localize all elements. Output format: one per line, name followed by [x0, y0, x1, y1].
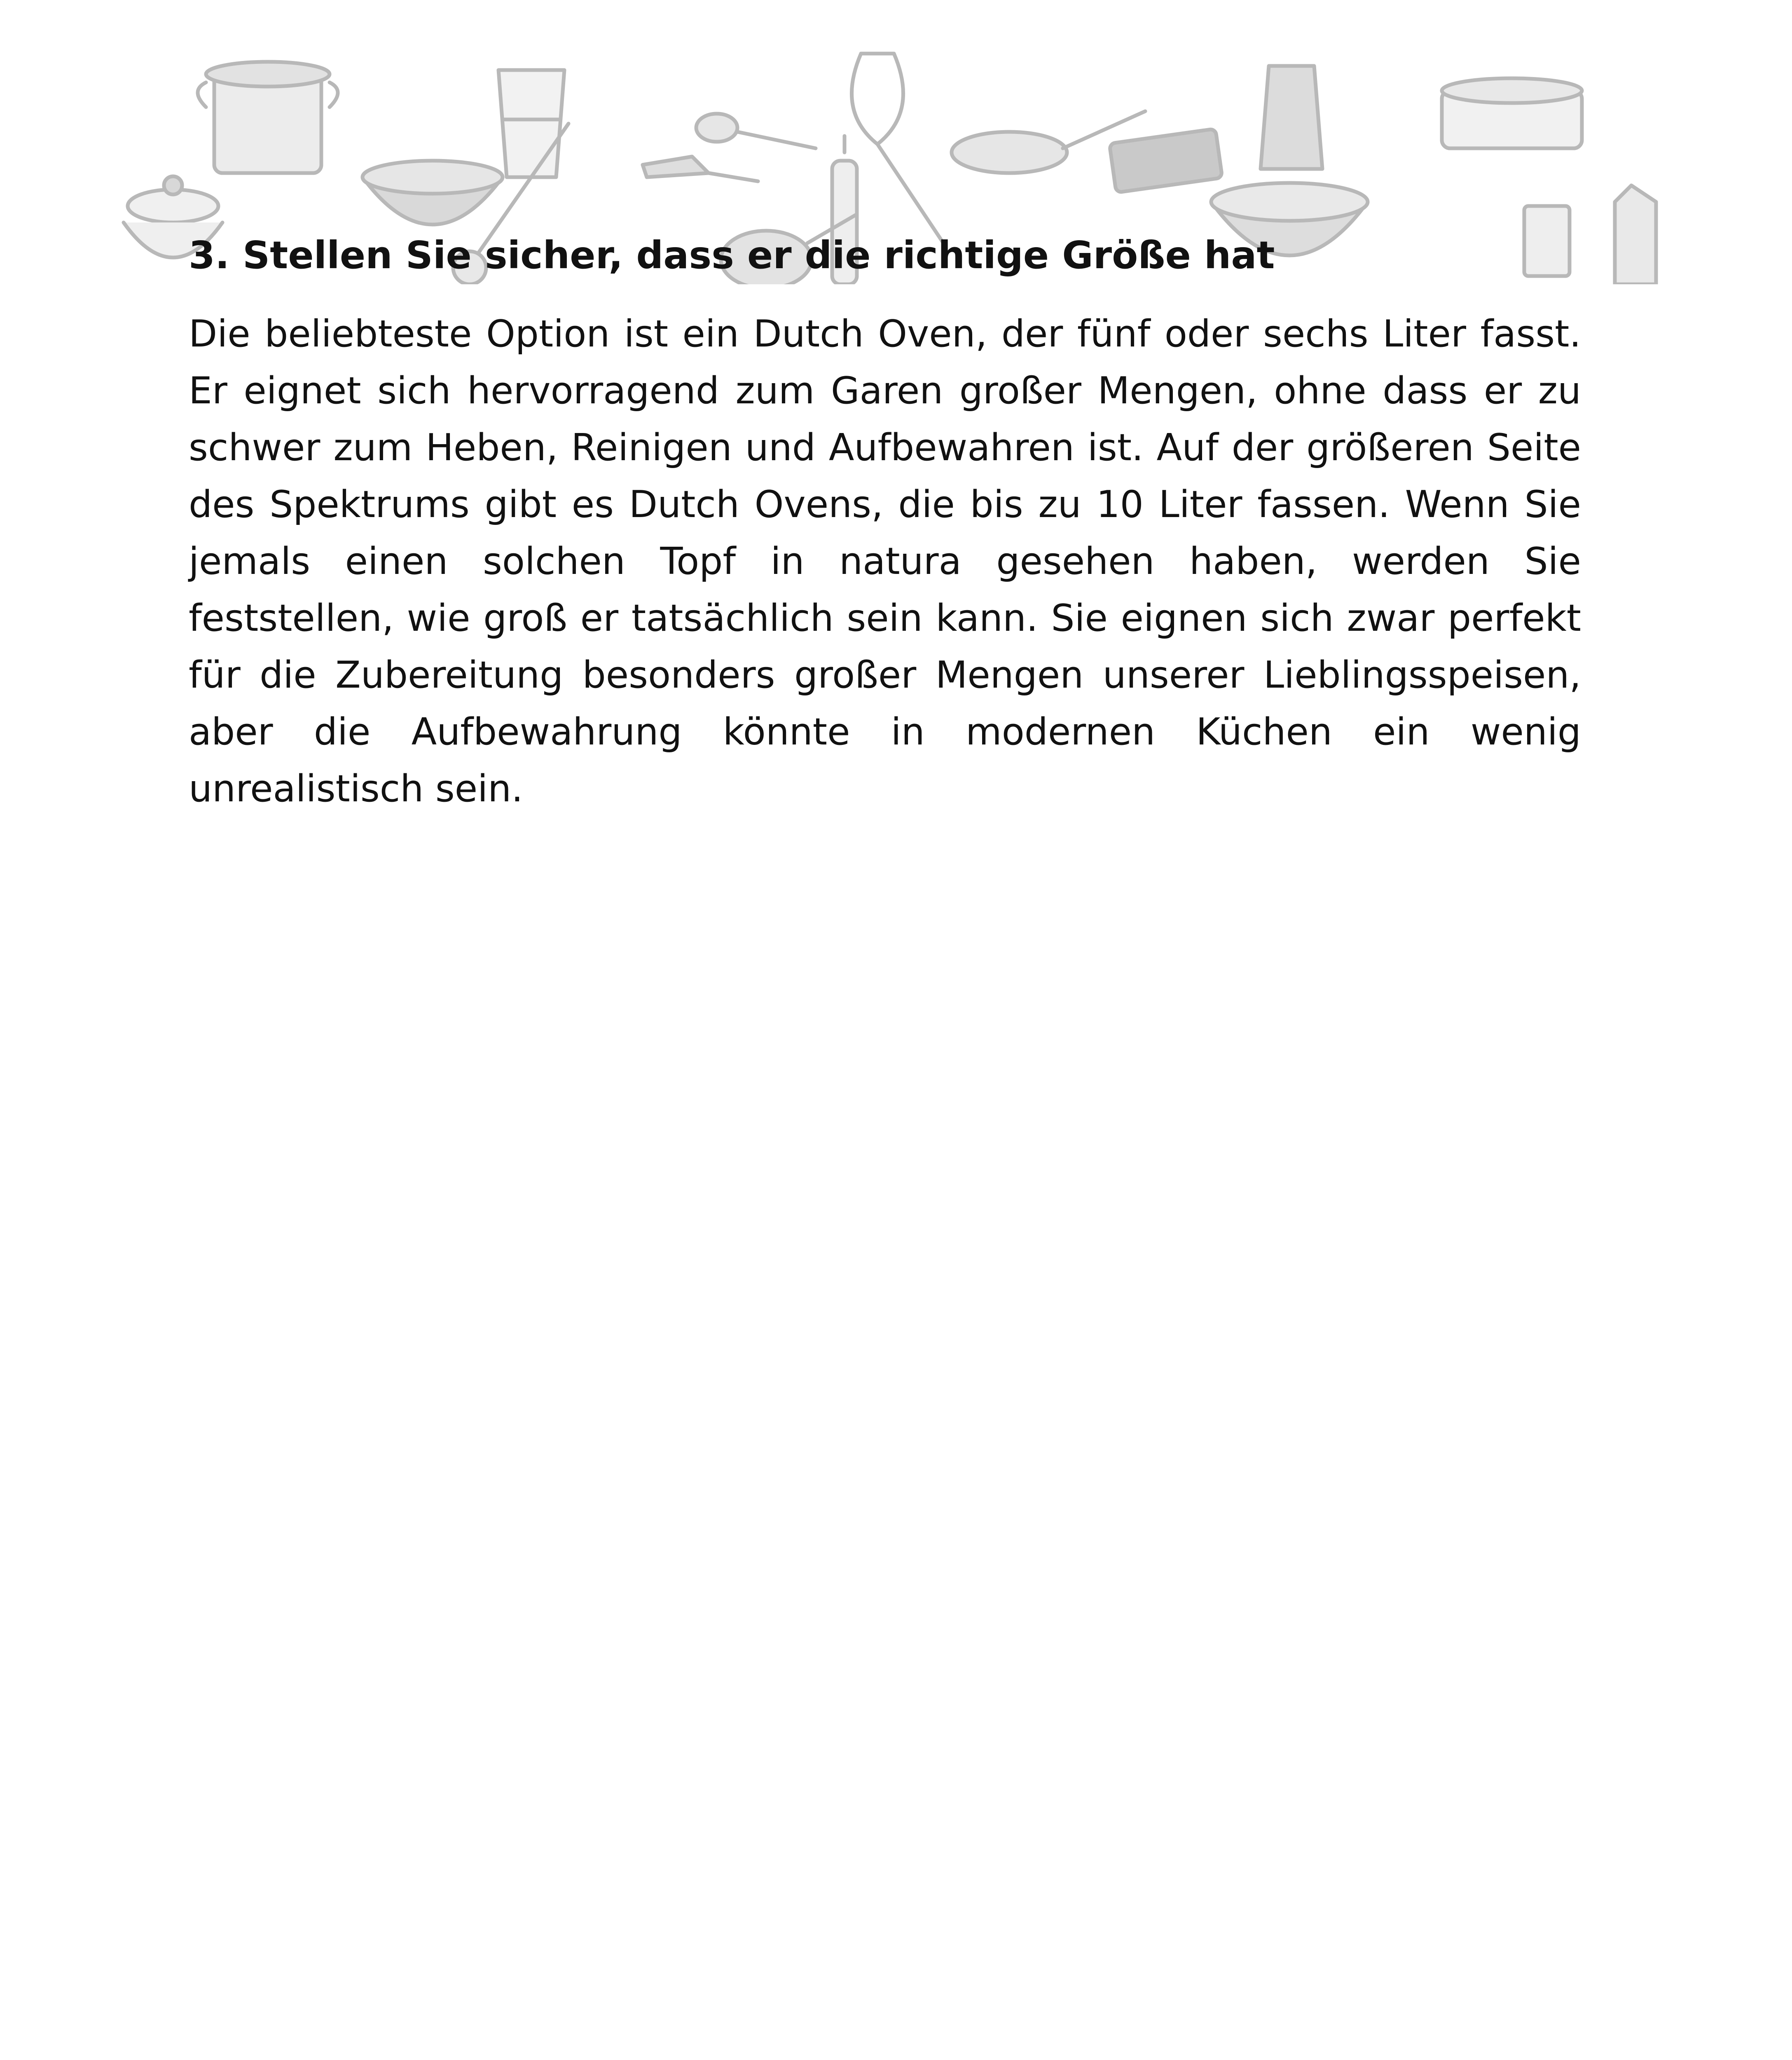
bowl-icon	[363, 161, 503, 225]
cutting-board-icon	[1109, 129, 1222, 192]
whisk-icon	[852, 54, 944, 243]
glass-icon	[498, 70, 564, 177]
knife-icon	[643, 157, 758, 181]
page-content	[189, 231, 1581, 817]
section-heading: 3. Stellen Sie sicher, dass er die richtige Größe hat	[189, 233, 1275, 277]
section-paragraph: Die beliebteste Option ist ein Dutch Oven, der fünf oder sechs Liter fasst. Er eignet sich hervorragend zum Garen großer Mengen, ohne dass er zu schwer zum Heben, Reinigen und Aufbewahren ist. Auf der größeren Seite des Spektrums gibt es Dutch Ovens, die bis zu 10 Liter fassen. Wenn Sie jemals einen solchen Topf in natura gesehen haben, werden Sie feststellen, wie groß er tatsächlich sein kann. Sie eignen sich zwar perfekt für die Zubereitung besonders großer Mengen unserer Lieblingsspeisen, aber die Aufbewahrung könnte in modernen Küchen ein wenig unrealistisch sein.	[189, 312, 1581, 810]
jug-icon	[1261, 66, 1322, 169]
cake-tin-icon	[1442, 78, 1582, 148]
pot-icon	[198, 62, 338, 173]
spoon-icon	[696, 114, 816, 148]
grater-icon	[1615, 185, 1656, 284]
